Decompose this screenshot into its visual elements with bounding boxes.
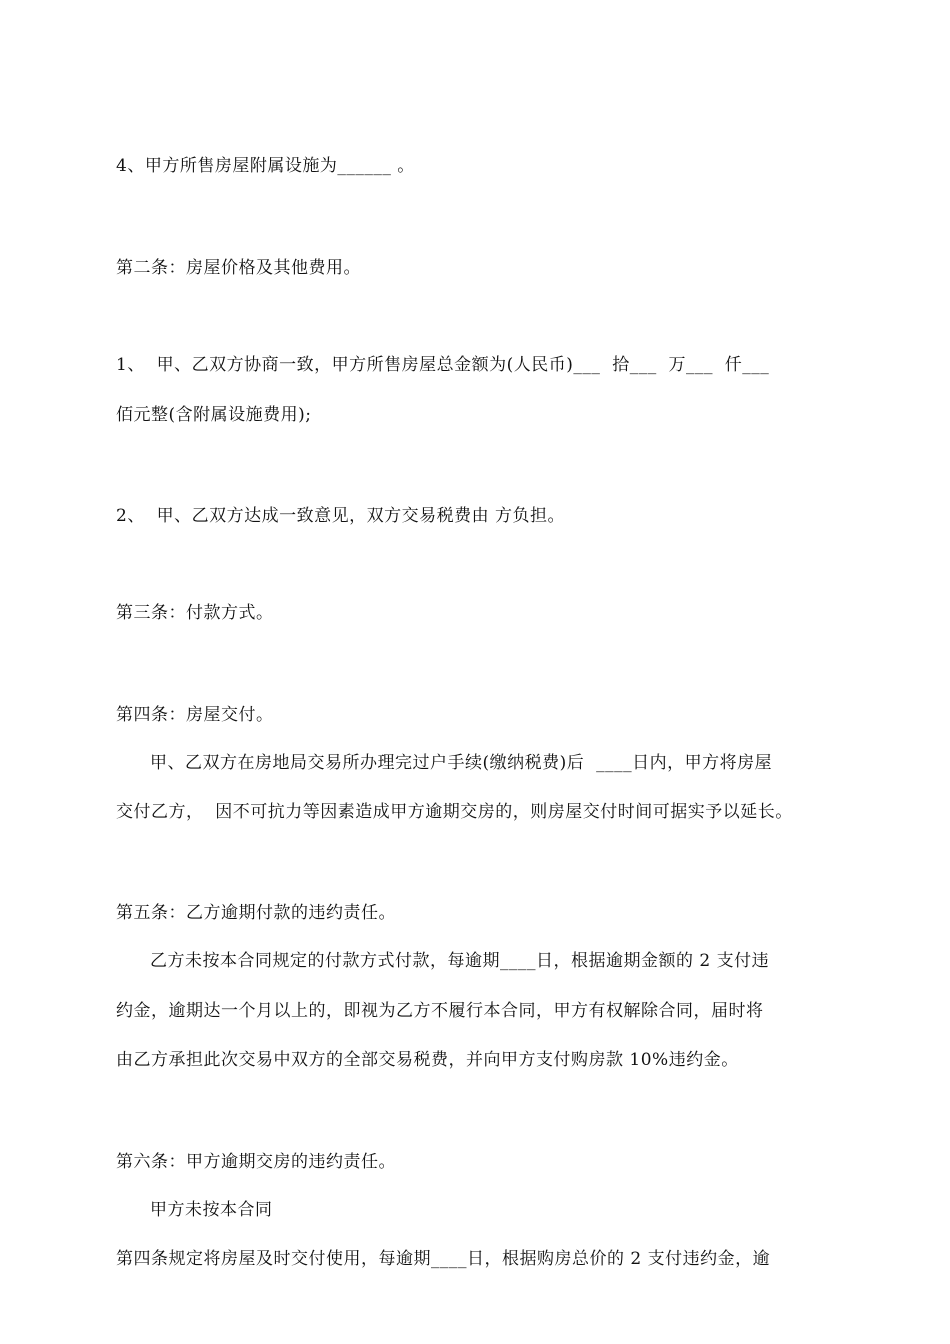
article-5-heading: 第五条：乙方逾期付款的违约责任。 <box>116 903 396 923</box>
article-6-paragraph-line-1: 甲方未按本合同 <box>150 1200 273 1220</box>
clause-4-facilities: 4、甲方所售房屋附属设施为______ 。 <box>116 156 415 176</box>
article-6-heading: 第六条：甲方逾期交房的违约责任。 <box>116 1152 396 1172</box>
article-4-heading: 第四条：房屋交付。 <box>116 705 274 725</box>
article-2-item-1-line-1: 1、 甲、乙双方协商一致，甲方所售房屋总金额为(人民币)___ 拾___ 万___ 仟___ <box>116 355 770 375</box>
article-5-paragraph-line-1: 乙方未按本合同规定的付款方式付款，每逾期____日，根据逾期金额的 2 支付违 <box>150 951 770 971</box>
article-5-paragraph-line-2: 约金，逾期达一个月以上的，即视为乙方不履行本合同，甲方有权解除合同，届时将 <box>116 1001 764 1021</box>
article-2-item-2: 2、 甲、乙双方达成一致意见，双方交易税费由 方负担。 <box>116 506 566 526</box>
article-4-paragraph-line-1: 甲、乙双方在房地局交易所办理完过户手续(缴纳税费)后 ____日内，甲方将房屋 <box>150 753 773 773</box>
article-6-paragraph-line-2: 第四条规定将房屋及时交付使用，每逾期____日，根据购房总价的 2 支付违约金，逾 <box>116 1249 771 1269</box>
article-2-item-1-line-2: 佰元整(含附属设施费用); <box>116 405 312 425</box>
article-3-heading: 第三条：付款方式。 <box>116 603 274 623</box>
article-5-paragraph-line-3: 由乙方承担此次交易中双方的全部交易税费，并向甲方支付购房款 10%违约金。 <box>116 1050 739 1070</box>
article-2-heading: 第二条：房屋价格及其他费用。 <box>116 258 361 278</box>
article-4-paragraph-line-2: 交付乙方， 因不可抗力等因素造成甲方逾期交房的，则房屋交付时间可据实予以延长。 <box>116 802 793 822</box>
